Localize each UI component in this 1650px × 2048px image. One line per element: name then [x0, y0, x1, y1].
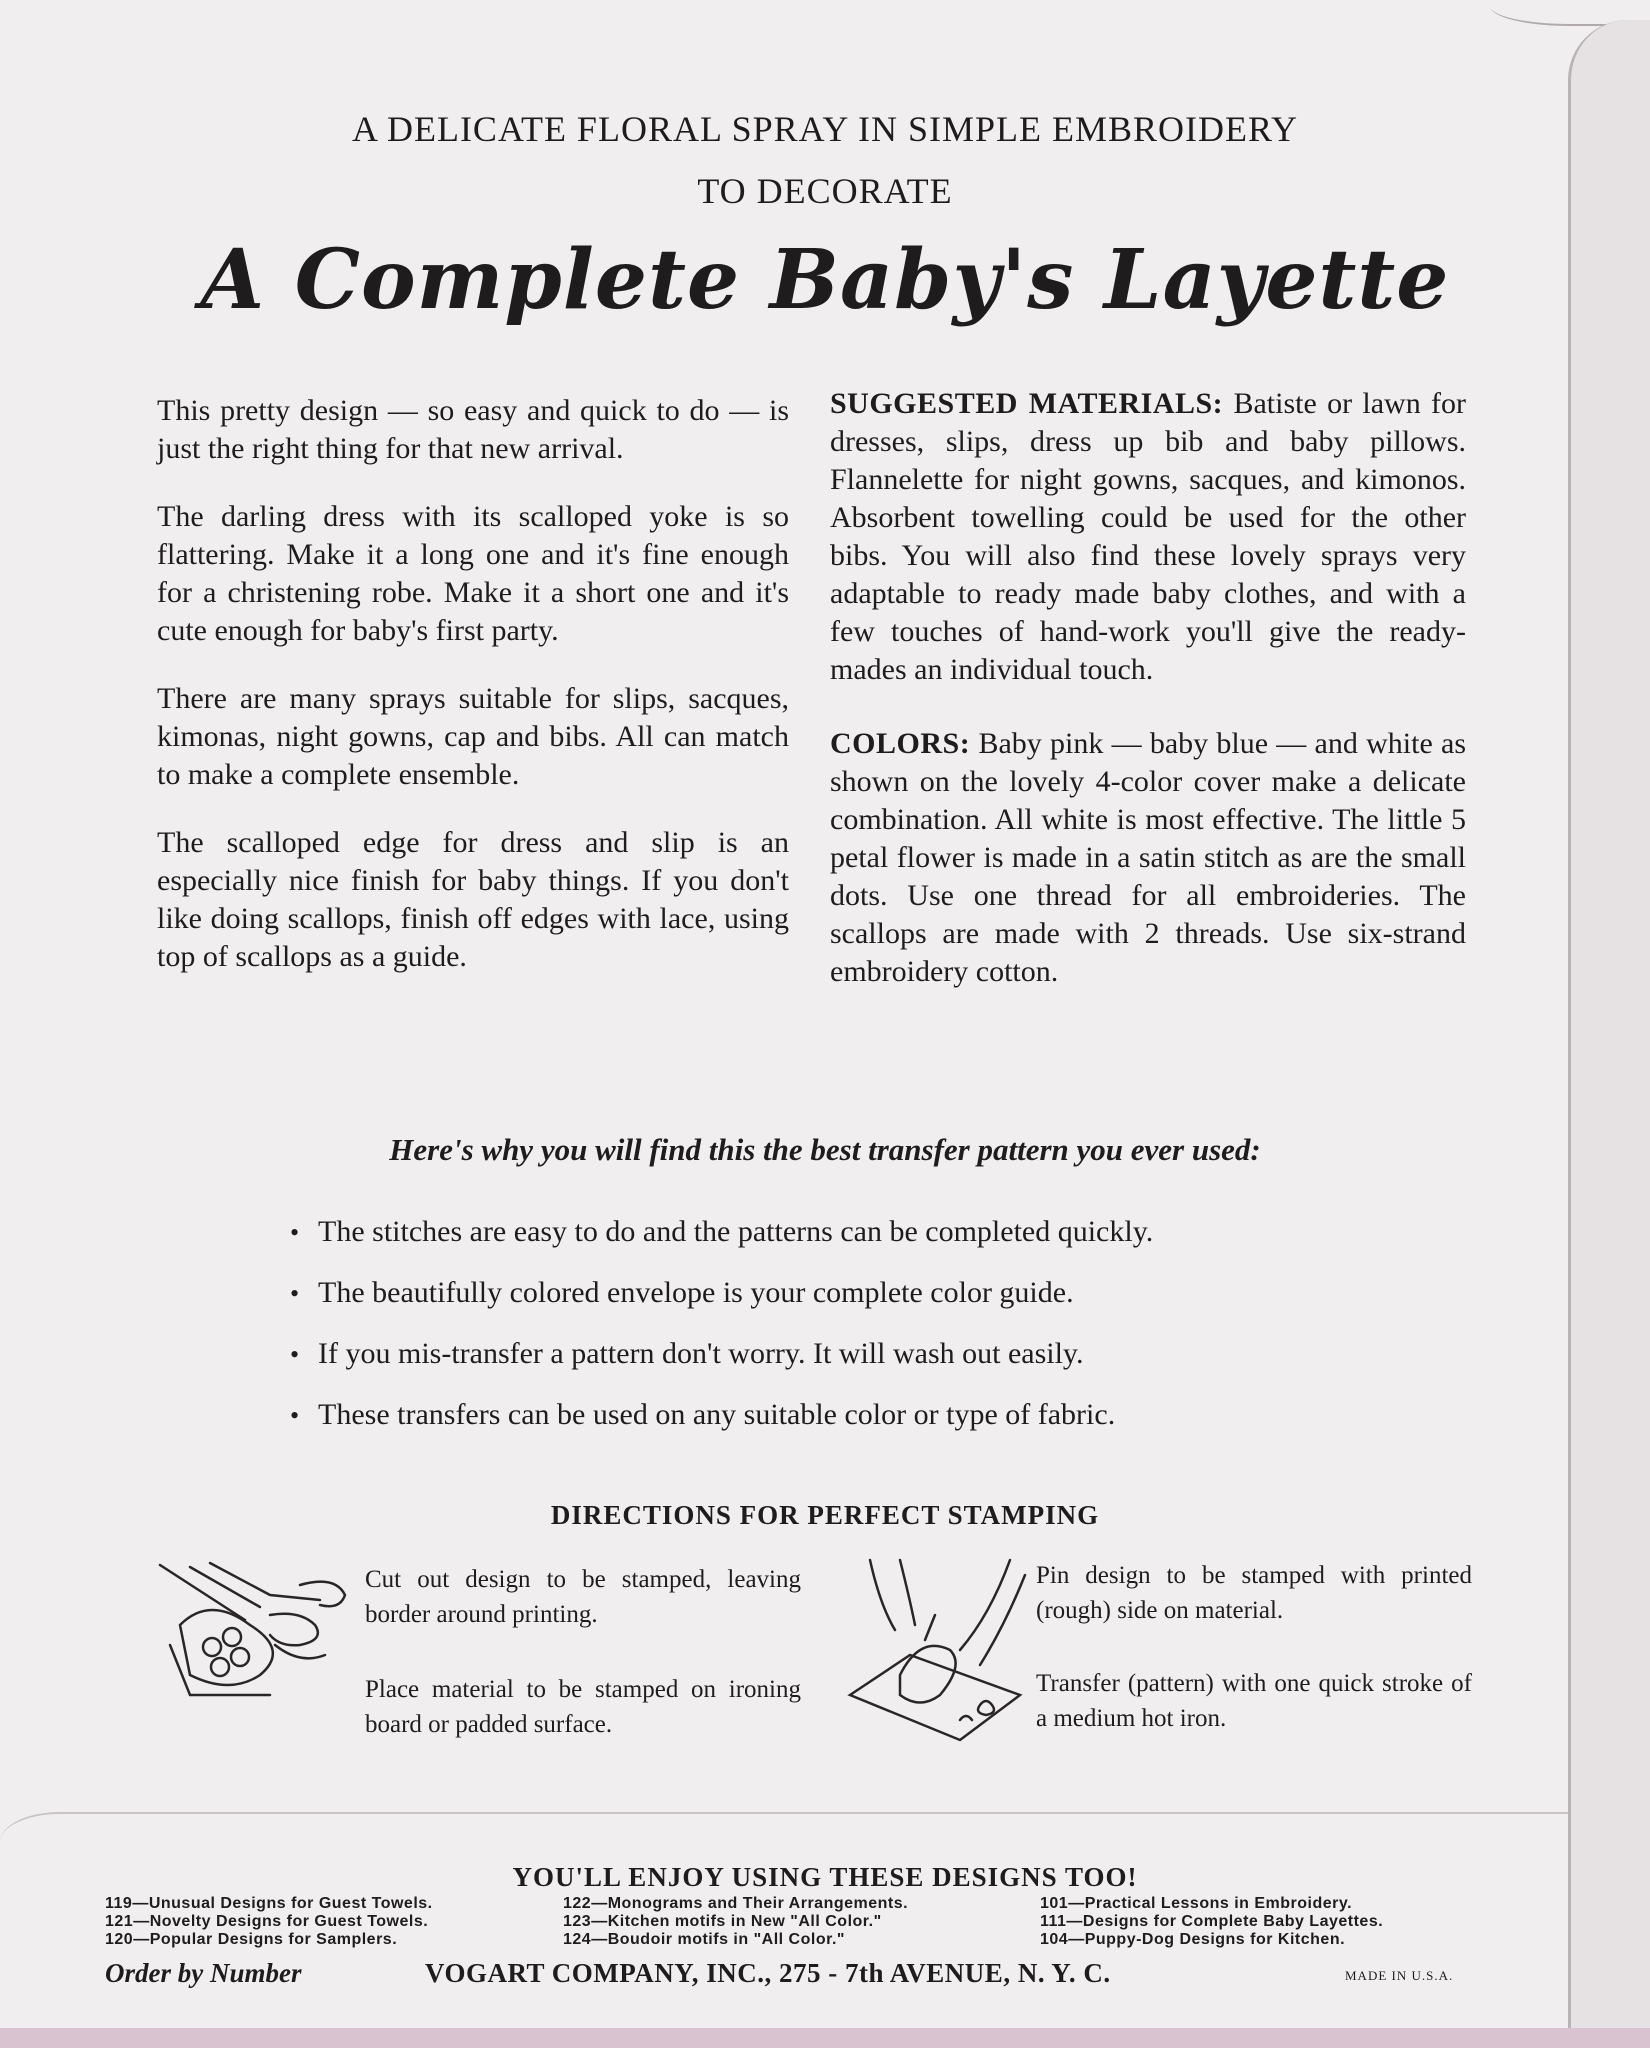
list-item: 101—Practical Lessons in Embroidery. — [1040, 1895, 1353, 1912]
list-item: 122—Monograms and Their Arrangements. — [563, 1895, 909, 1912]
colors-text: Baby pink — baby blue — and white as shown on the lovely 4-color cover make a delicate combination. All white is most effective. The little 5 petal flower is made in a satin stitch as are the small dots. Use one thread for all embroideries. The scallops are made with 2 threads. Use six-strand embroidery cotton. — [830, 727, 1466, 988]
bullet-icon: • — [290, 1218, 300, 1247]
direction-step-4: Transfer (pattern) with one quick stroke of a medium hot iron. — [1036, 1670, 1472, 1732]
company-address: VOGART COMPANY, INC., 275 - 7th AVENUE, N. Y. C. — [425, 1958, 1111, 1988]
cover-edge-strip — [0, 2028, 1650, 2048]
list-item: 104—Puppy-Dog Designs for Kitchen. — [1040, 1931, 1346, 1948]
bullet-text: The beautifully colored envelope is your complete color guide. — [318, 1276, 1074, 1309]
colors-label: COLORS: — [830, 727, 971, 760]
list-item: 120—Popular Designs for Samplers. — [105, 1931, 398, 1948]
design-list-col-1 — [105, 1895, 525, 1949]
direction-step-2: Place material to be stamped on ironing board or padded surface. — [365, 1676, 801, 1738]
benefits-list — [290, 1212, 1410, 1456]
bullet-text: The stitches are easy to do and the patterns can be completed quickly. — [318, 1215, 1154, 1248]
list-item — [290, 1334, 1410, 1395]
page-title: A Complete Baby's Layette — [200, 232, 1450, 328]
paragraph-dress: The darling dress with its scalloped yoke is so flattering. Make it a long one and it's fine enough for a christening robe. Make it a short one and it's cute enough for baby's first party. — [157, 500, 789, 647]
list-item — [290, 1212, 1410, 1273]
directions-heading: DIRECTIONS FOR PERFECT STAMPING — [550, 1500, 1100, 1530]
list-item — [290, 1273, 1410, 1334]
list-item: 119—Unusual Designs for Guest Towels. — [105, 1895, 433, 1912]
bullet-icon: • — [290, 1279, 300, 1308]
direction-step-1: Cut out design to be stamped, leaving border around printing. — [365, 1566, 801, 1628]
bullet-text: These transfers can be used on any suitable color or type of fabric. — [318, 1398, 1116, 1431]
bullet-text: If you mis-transfer a pattern don't worry. It will wash out easily. — [318, 1337, 1084, 1370]
scissors-cutting-illustration-icon — [150, 1555, 355, 1705]
header-line-2: TO DECORATE — [697, 171, 953, 211]
bullet-icon: • — [290, 1340, 300, 1369]
list-item: 123—Kitchen motifs in New "All Color." — [563, 1913, 882, 1930]
materials-text: Batiste or lawn for dresses, slips, dress up bib and baby pillows. Flannelette for night gowns, sacques, and kimonos. Absorbent towelling could be used for the other bibs. You will also find these lovely sprays very adaptable to ready made baby clothes, and with a few touches of hand-work you'll give the ready-mades an individual touch. — [830, 387, 1467, 686]
direction-step-3: Pin design to be stamped with printed (rough) side on material. — [1036, 1562, 1472, 1624]
design-list-col-3 — [1040, 1895, 1460, 1949]
right-column — [830, 385, 1466, 1021]
list-item — [290, 1395, 1410, 1456]
paragraph-colors — [830, 725, 1466, 991]
paragraph-sprays: There are many sprays suitable for slips, sacques, kimonas, night gowns, cap and bibs. All can match to make a complete ensemble. — [157, 682, 789, 791]
paragraph-scallops: The scalloped edge for dress and slip is an especially nice finish for baby things. If you don't like doing scallops, finish off edges with lace, using top of scallops as a guide. — [157, 826, 789, 973]
list-item: 124—Boudoir motifs in "All Color." — [563, 1931, 845, 1948]
bullet-icon: • — [290, 1401, 300, 1430]
paragraph-materials — [830, 385, 1466, 689]
materials-label: SUGGESTED MATERIALS: — [830, 387, 1224, 420]
list-item: 111—Designs for Complete Baby Layettes. — [1040, 1913, 1384, 1930]
order-by-number: Order by Number — [105, 1958, 302, 1988]
why-heading: Here's why you will find this the best transfer pattern you ever used: — [389, 1132, 1261, 1167]
ironing-hands-illustration-icon — [840, 1555, 1030, 1745]
left-column — [157, 392, 789, 1006]
made-in-usa: MADE IN U.S.A. — [1345, 1968, 1454, 1983]
paragraph-intro: This pretty design — so easy and quick to do — is just the right thing for that new arrival. — [157, 394, 789, 465]
list-item: 121—Novelty Designs for Guest Towels. — [105, 1913, 429, 1930]
footer-heading: YOU'LL ENJOY USING THESE DESIGNS TOO! — [512, 1862, 1138, 1892]
header-line-1: A DELICATE FLORAL SPRAY IN SIMPLE EMBROIDERY — [351, 109, 1299, 149]
design-list-col-2 — [563, 1895, 983, 1949]
